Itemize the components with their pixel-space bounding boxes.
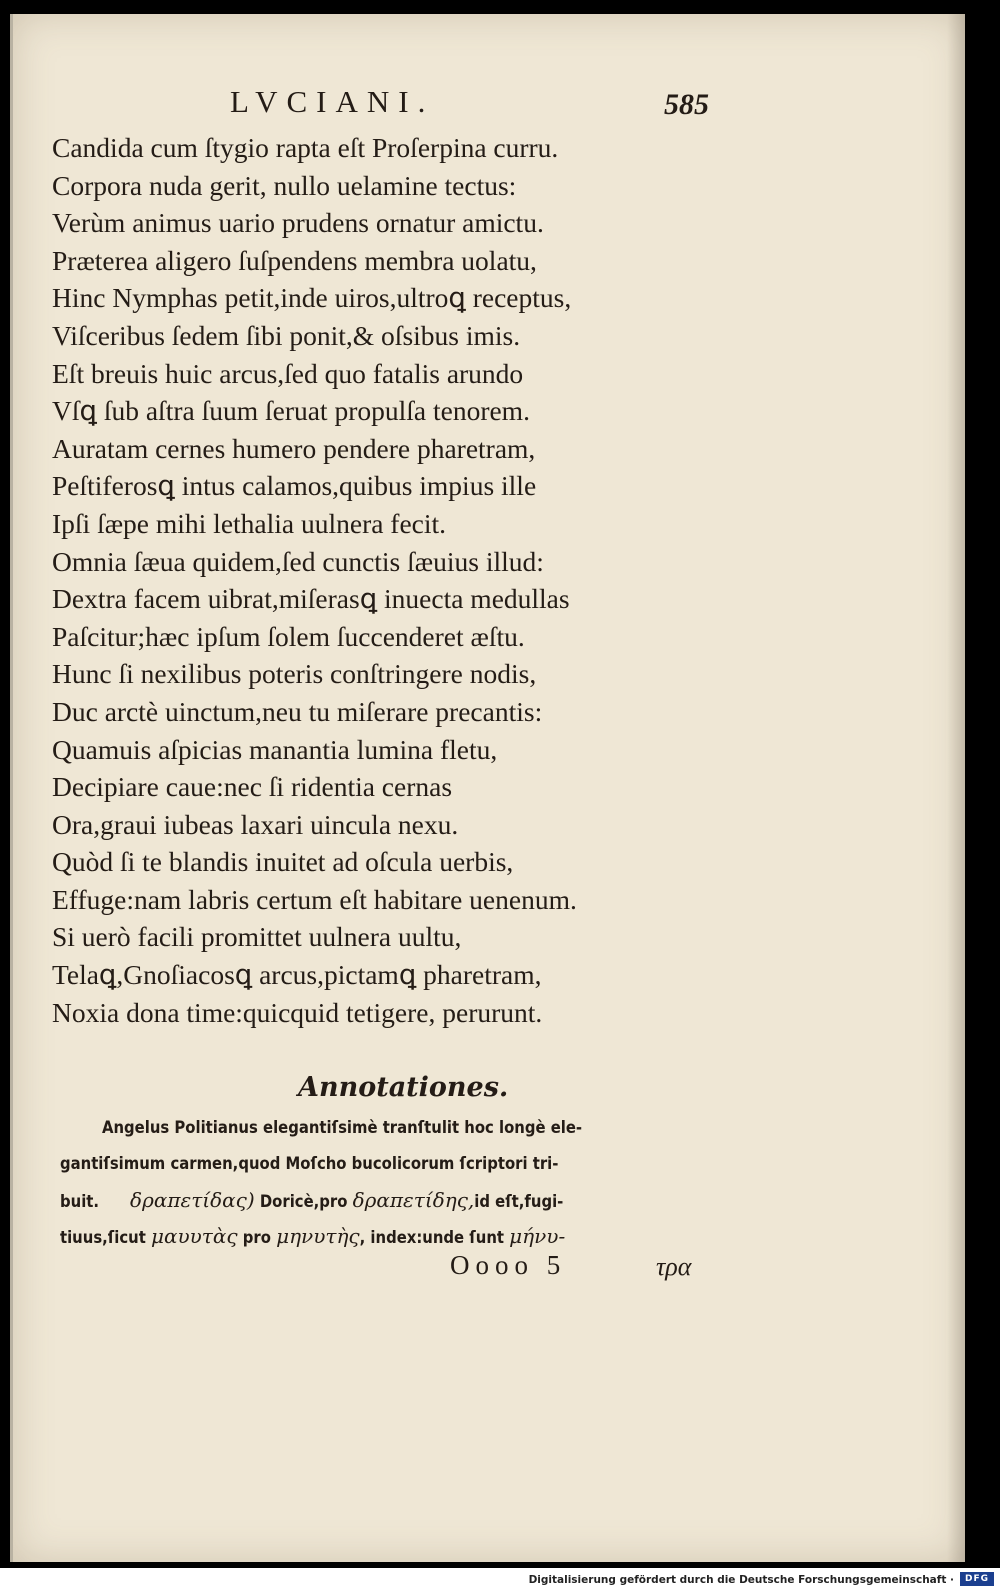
poem-line: Hinc Nymphas petit,inde uiros,ultroꝗ receptus, [52,282,572,314]
annotation-line [60,1218,720,1254]
poem-line: Vſꝗ ſub aſtra ſuum ſeruat propulſa tenorem. [52,395,530,427]
poem-line: Duc arctè uinctum,neu tu miſerare precantis: [52,695,543,727]
annotation-line [60,1110,720,1146]
annotation-line [60,1182,720,1218]
annotations-text [60,1110,720,1254]
annotation-text: Doricè,pro [259,1192,348,1211]
poem-line: Omnia ſæua quidem,ſed cunctis ſæuius illud: [52,545,544,577]
poem-line: Decipiare caue:nec ſi ridentia cernas [52,771,453,803]
poem-line: Viſceribus ſedem ſibi ponit,& oſsibus imis. [52,319,521,351]
annotation-text: id eſt,fugi- [474,1192,564,1211]
greek-word: δραπετίδης, [352,1188,475,1212]
annotation-text: tiuus,ſicut [60,1228,146,1247]
poem-line: Candida cum ſtygio rapta eſt Proſerpina curru. [52,132,559,163]
poem-line: Effuge:nam labris certum eſt habitare uenenum. [52,883,577,915]
page-edge-shadow [947,14,965,1562]
poem-line: Corpora nuda gerit, nullo uelamine tectus: [52,169,517,201]
dfg-logo[interactable]: DFG [960,1572,994,1586]
poem-line: Ora,graui iubeas laxari uincula nexu. [52,808,459,840]
poem-line: Auratam cernes humero pendere pharetram, [52,432,536,464]
poem-line: Quòd ſi te blandis inuitet ad oſcula uerbis, [52,846,514,878]
poem-line: Dextra facem uibrat,miſerasꝗ inuecta medullas [52,583,570,615]
greek-word: μαυυτὰς [150,1224,238,1248]
annotation-text: gantiſsimum carmen,quod Moſcho bucolicorum ſcriptori tri- [60,1154,559,1173]
page-number: 585 [664,88,709,121]
poem-line: Verùm animus uario prudens ornatur amictu. [52,207,544,239]
poem-line: Peſtiferosꝗ intus calamos,quibus impius ille [52,470,537,502]
annotation-text: buit. [60,1192,100,1211]
running-head: LVCIANI. [230,84,435,119]
poem-line: Quamuis aſpicias manantia lumina fletu, [52,733,498,765]
digitization-credit: Digitalisierung gefördert durch die Deutsche Forschungsgemeinschaft · [528,1574,954,1586]
catchword: τρα [656,1252,692,1281]
poem-line: Telaꝗ,Gnoſiacosꝗ arcus,pictamꝗ pharetram, [52,959,542,991]
greek-word: μήνυ- [509,1224,566,1248]
poem-line: Paſcitur;hæc ipſum ſolem ſuccenderet æſtu. [52,620,525,652]
poem-line: Noxia dona time:quicquid tetigere, perurunt. [52,996,543,1028]
annotation-line [60,1146,720,1182]
poem-line: Ipſi ſæpe mihi lethalia uulnera fecit. [52,507,447,539]
annotation-text: pro [242,1228,271,1247]
poem-text [52,129,577,1031]
poem-line: Si uerò facili promittet uulnera uultu, [52,921,462,953]
signature-mark: Oooo 5 [450,1250,567,1280]
greek-word: δραπετίδας) [130,1188,255,1212]
annotation-text: Angelus Politianus elegantiſsimè tranſtulit hoc longè ele- [102,1118,583,1137]
poem-line: Eſt breuis huic arcus,ſed quo fatalis arundo [52,357,524,389]
poem-line: Præterea aligero ſuſpendens membra uolatu, [52,244,537,276]
annotation-text: , index:unde ſunt [359,1228,504,1247]
greek-word: μηνυτὴς [276,1224,360,1248]
poem-line: Hunc ſi nexilibus poteris conſtringere nodis, [52,658,537,690]
annotations-heading: Annotationes. [298,1072,509,1103]
